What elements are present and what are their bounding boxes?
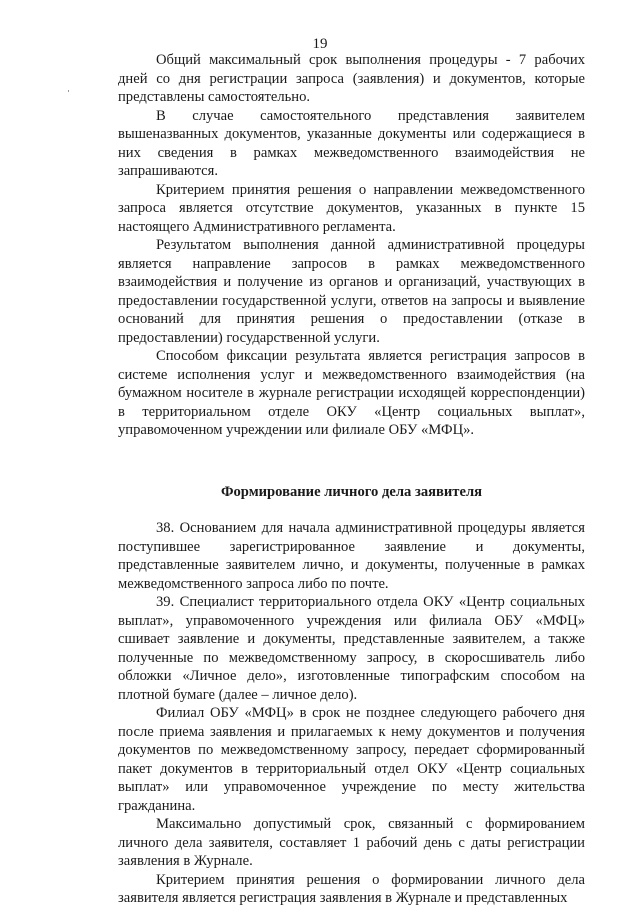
- paragraph-mfc-branch: Филиал ОБУ «МФЦ» в срок не позднее следующего рабочего дня после приема заявления и прилагаемых к нему документов и получения документов по межведомственному запросу, передает сформированный пакет документов в территориальный отдел ОКУ «Центр социальных выплат» или управомоченное учреждение по месту жительства гражданина.: [118, 705, 585, 814]
- margin-mark: [68, 90, 69, 92]
- paragraph-result-fixation: Способом фиксации результата является регистрация запросов в системе исполнения услуг и межведомственного взаимодействия (на бумажном носителе в журнале регистрации исходящей корреспонденции) в территориальном отделе ОКУ «Центр социальных выплат», управомоченном учреждении или филиале ОБУ «МФЦ».: [118, 348, 585, 438]
- paragraph-request-criterion: Критерием принятия решения о направлении межведомственного запроса является отсутствие документов, указанных в пункте 15 настоящего Административного регламента.: [118, 181, 585, 235]
- paragraph-item-39: 39. Специалист территориального отдела ОКУ «Центр социальных выплат», управомоченного учреждения или филиала ОБУ «МФЦ» сшивает заявление и документы, представленные заявителем, а также полученные по межведомственному запросу, в скоросшиватель либо обложки «Личное дело», изготовленные типографским способом на плотной бумаге (далее – личное дело).: [118, 594, 585, 703]
- paragraph-self-submission: В случае самостоятельного представления заявителем вышеназванных документов, указанные документы или содержащиеся в них сведения в рамках межведомственного взаимодействия не запрашиваются.: [118, 107, 585, 179]
- paragraph-max-allowed-term: Максимально допустимый срок, связанный с формированием личного дела заявителя, составляет 1 рабочий день с даты регистрации заявления в Журнале.: [118, 816, 585, 869]
- section-heading: Формирование личного дела заявителя: [220, 483, 483, 500]
- paragraph-max-term: Общий максимальный срок выполнения процедуры - 7 рабочих дней со дня регистрации запроса (заявления) и документов, которые представлены самостоятельно.: [118, 52, 585, 105]
- paragraph-formation-criterion: Критерием принятия решения о формировании личного дела заявителя является регистрация заявления в Журнале и представленных: [118, 871, 585, 906]
- page-number: 19: [312, 36, 328, 52]
- document-body: [118, 51, 585, 908]
- paragraph-item-38: 38. Основанием для начала административной процедуры является поступившее зарегистрированное заявление и документы, представленные заявителем лично, и документы, полученные в рамках межведомственного запроса либо по почте.: [118, 520, 585, 592]
- paragraph-procedure-result: Результатом выполнения данной административной процедуры является направление запросов в рамках межведомственного взаимодействия и получение из органов и организаций, участвующих в предоставлении государственной услуги, ответов на запросы и выявление оснований для принятия решения о предоставлении (отказе в предоставлении) государственной услуги.: [118, 237, 585, 346]
